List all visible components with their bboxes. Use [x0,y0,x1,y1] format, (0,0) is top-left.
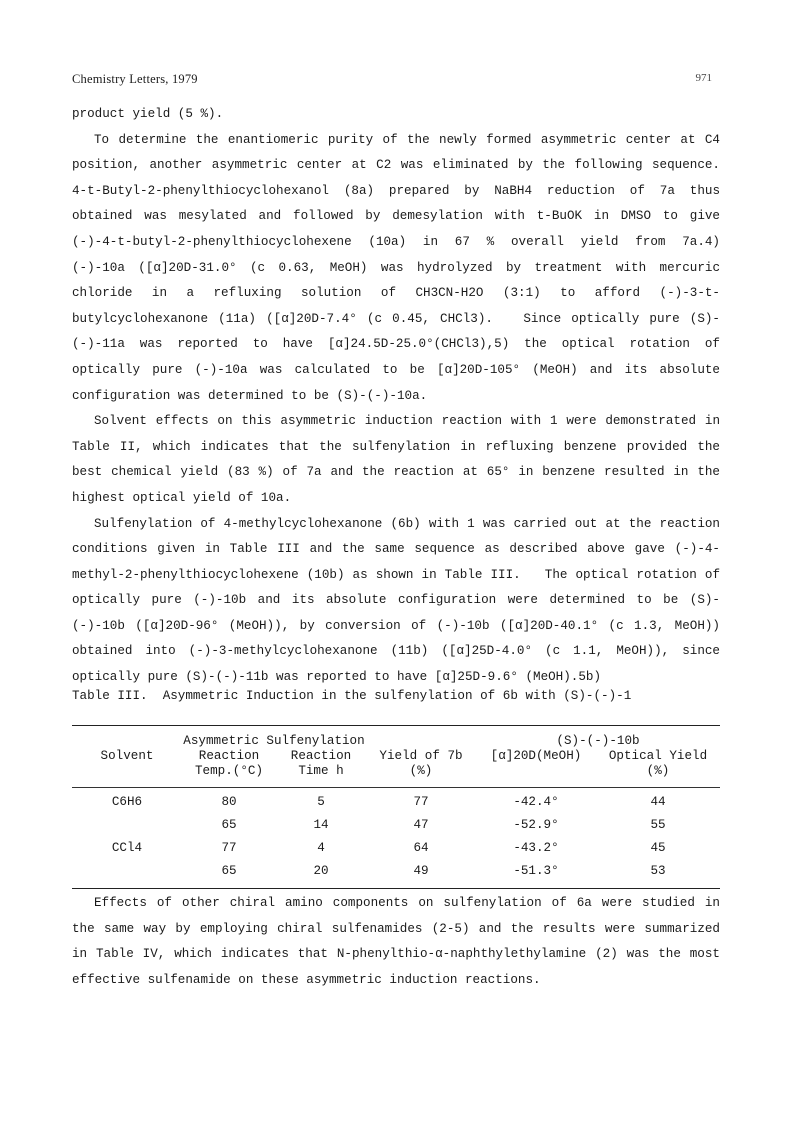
cell-yield: 47 [413,817,429,832]
group-header-sulfenylation: Asymmetric Sulfenylation [183,734,365,748]
cell-time: 4 [317,840,325,855]
cell-time: 5 [317,794,325,809]
col-subheader-yield: (%) [409,764,433,778]
col-header-temp: Reaction [198,749,260,763]
col-header-optical-yield: Optical Yield [608,749,708,763]
cell-yield: 49 [413,863,429,878]
col-header-rotation: [α]20D(MeOH) [490,749,582,763]
col-header-yield: Yield of 7b [379,749,463,763]
body-text [72,102,743,691]
cell-temp: 80 [221,794,237,809]
col-subheader-temp: Temp.(°C) [194,764,264,778]
group-header-product: (S)-(-)-10b [556,734,640,748]
paragraph: Sulfenylation of 4-methylcyclohexanone (6b) with 1 was carried out at the reaction conditions given in Table III and the same sequence as described above gave (-)-4-methyl-2-phenylthiocyclohexene (10b) as shown in Table III. The optical rotation of optically pure (-)-10b and its absolute configuration were determined to be (S)-(-)-10b ([α]20D-96° (MeOH)), by conversion of (-)-10b ([α]20D-40.1° (c 1.3, MeOH)) obtained into (-)-3-methylcyclohexanone (11b) ([α]25D-4.0° (c 1.1, MeOH)), since optically pure (S)-(-)-11b was reported to have [α]25D-9.6° (MeOH).5b) [72,516,728,685]
table-row [72,859,720,882]
table-bottom-rule [72,888,720,889]
cell-solvent: C6H6 [111,794,143,809]
table-row [72,813,720,836]
cell-optical-yield: 45 [650,840,666,855]
cell-yield: 77 [413,794,429,809]
col-subheader-optical: (%) [646,764,670,778]
paragraph: product yield (5 %). [72,107,224,121]
cell-solvent [72,859,182,882]
col-header-time: Reaction [290,749,352,763]
cell-rotation: -42.4° [513,794,559,809]
cell-optical-yield: 53 [650,863,666,878]
cell-solvent [72,813,182,836]
page-number: 971 [695,72,712,84]
table-caption: Table III. Asymmetric Induction in the sulfenylation of 6b with (S)-(-)-1 [72,689,632,703]
cell-rotation: -43.2° [513,840,559,855]
cell-temp: 65 [221,863,237,878]
cell-rotation: -51.3° [513,863,559,878]
cell-solvent: CCl4 [111,840,143,855]
paragraph: Effects of other chiral amino components on sulfenylation of 6a were studied in the same way by employing chiral sulfenamides (2-5) and the results were summarized in Table IV, which indicates that N-phenylthio-α-naphthylethylamine (2) was the most effective sulfenamide on these asymmetric induction reactions. [72,896,720,987]
paragraph: To determine the enantiomeric purity of the newly formed asymmetric center at C4 position, another asymmetric center at C2 was eliminated by the following sequence. 4-t-Butyl-2-phenylthiocyclohexanol (8a) prepared by NaBH4 reduction of 7a thus obtained was mesylated and followed by demesylation with t-BuOK in DMSO to give (-)-4-t-butyl-2-phenylthiocyclohexene (10a) in 67 % overall yield from 7a.4) (-)-10a ([α]20D-31.0° (c 0.63, MeOH) was hydrolyzed by treatment with mercuric chloride in a refluxing solution of CH3CN-H2O (3:1) to afford (-)-3-t-butylcyclohexanone (11a) ([α]20D-7.4° (c 0.45, CHCl3). Since optically pure (S)-(-)-11a was reported to have [α]24.5D-25.0°(CHCl3),5) the optical rotation of optically pure (-)-10a was calculated to be [α]20D-105° (MeOH) and its absolute configuration was determined to be (S)-(-)-10a. [72,132,743,403]
cell-time: 14 [313,817,329,832]
closing-text [72,891,720,993]
table-iii [72,689,720,889]
cell-temp: 65 [221,817,237,832]
cell-optical-yield: 55 [650,817,666,832]
col-header-solvent: Solvent [100,749,154,763]
cell-temp: 77 [221,840,237,855]
cell-time: 20 [313,863,329,878]
results-table [72,726,720,888]
paragraph: Solvent effects on this asymmetric induction reaction with 1 were demonstrated in Table II, which indicates that the sulfenylation in refluxing benzene provided the best chemical yield (83 %) of 7a and the reaction at 65° in benzene resulted in the highest optical yield of 10a. [72,414,728,505]
cell-yield: 64 [413,840,429,855]
journal-title: Chemistry Letters, 1979 [72,72,198,86]
cell-optical-yield: 44 [650,794,666,809]
table-row [72,790,720,813]
page-header [72,72,712,90]
col-subheader-time: Time h [298,764,344,778]
cell-rotation: -52.9° [513,817,559,832]
table-row [72,836,720,859]
